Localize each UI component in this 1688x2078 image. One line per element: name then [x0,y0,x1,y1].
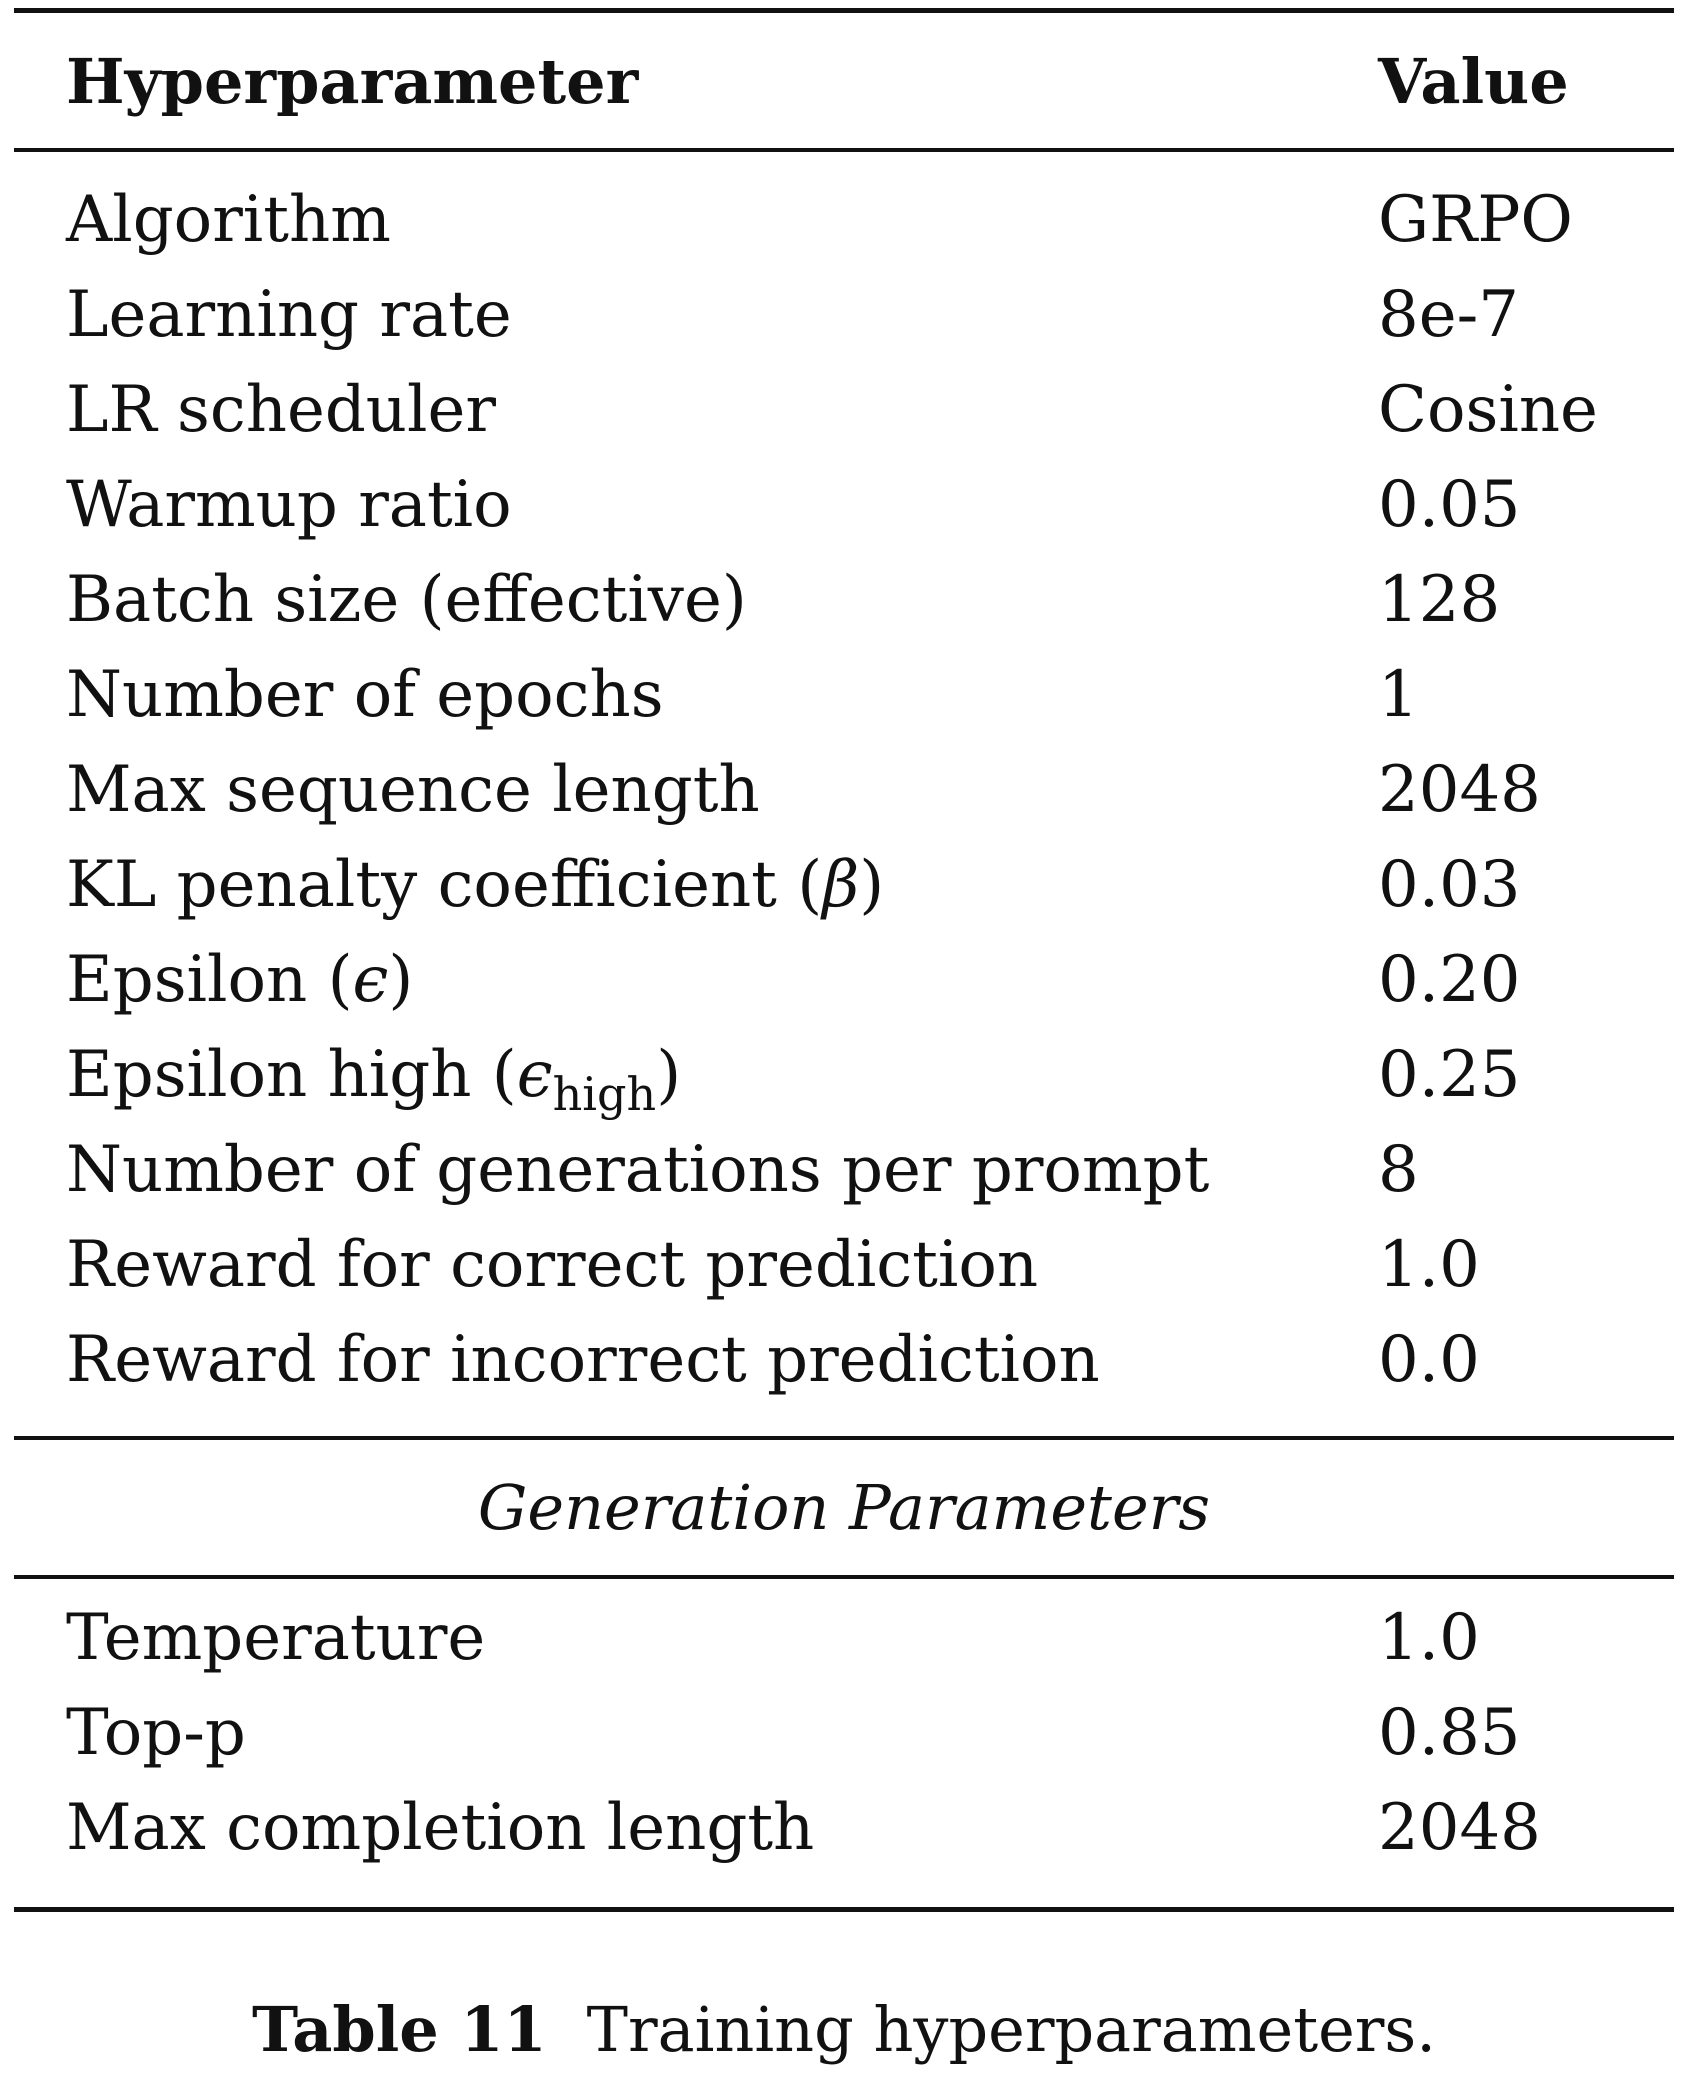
row-param: Max completion length [66,1791,815,1865]
epsilon-symbol: ϵ [352,943,389,1017]
param-suffix: ) [859,848,885,922]
param-suffix: ) [388,943,414,1017]
table-row [14,1685,1674,1781]
table-row [14,457,1674,553]
param-suffix: ) [656,1038,682,1112]
row-param: Number of epochs [66,658,664,732]
table-caption [0,1990,1688,2070]
row-param: Algorithm [66,183,391,257]
table-row [14,1780,1674,1876]
row-param [66,837,884,933]
caption-label: Table 11 [252,1993,547,2066]
row-value: 0.85 [1378,1696,1521,1770]
table-row [14,837,1674,933]
table-top-rule [14,8,1674,13]
section-top-rule [14,1436,1674,1440]
row-value: 8e-7 [1378,278,1519,352]
param-prefix: Epsilon ( [66,943,353,1017]
row-param: Max sequence length [66,753,760,827]
header-value: Value [1378,45,1569,118]
beta-symbol: β [822,848,860,922]
row-param: Temperature [66,1601,486,1675]
row-value: 1.0 [1378,1601,1480,1675]
header-param: Hyperparameter [66,45,639,118]
row-value: 8 [1378,1133,1419,1207]
row-param: Number of generations per prompt [66,1133,1210,1207]
row-value: 0.03 [1378,848,1521,922]
row-value: 1.0 [1378,1228,1480,1302]
section-bottom-rule [14,1575,1674,1579]
row-value: 2048 [1378,753,1541,827]
param-prefix: Epsilon high ( [66,1038,517,1112]
table-row [14,1312,1674,1408]
table-row [14,742,1674,838]
epsilon-subscript: high [552,1066,657,1121]
row-value: 1 [1378,658,1419,732]
table-row [14,362,1674,458]
caption-text: Training hyperparameters. [586,1993,1436,2066]
table-row [14,932,1674,1028]
table-row [14,267,1674,363]
row-value: 2048 [1378,1791,1541,1865]
row-param: Learning rate [66,278,512,352]
table-row [14,1122,1674,1218]
row-value: 0.25 [1378,1038,1521,1112]
row-param: Warmup ratio [66,468,512,542]
row-param: Top-p [66,1696,246,1770]
row-param: Reward for correct prediction [66,1228,1039,1302]
row-value: 0.20 [1378,943,1521,1017]
table-header-row [14,34,1674,130]
param-prefix: KL penalty coefficient ( [66,848,823,922]
table-row [14,1217,1674,1313]
row-param [66,1027,681,1123]
row-param [66,932,413,1028]
section-label: Generation Parameters [477,1471,1211,1544]
row-value: 0.0 [1378,1323,1480,1397]
table-header-rule [14,148,1674,152]
row-value: GRPO [1378,183,1573,257]
table-row [14,1027,1674,1123]
row-param: LR scheduler [66,373,496,447]
table-row [14,1590,1674,1686]
epsilon-symbol: ϵ [516,1038,553,1112]
table-row [14,552,1674,648]
table-row [14,172,1674,268]
row-param: Reward for incorrect prediction [66,1323,1100,1397]
row-value: Cosine [1378,373,1598,447]
table-row [14,647,1674,743]
row-param: Batch size (effective) [66,563,747,637]
row-value: 128 [1378,563,1501,637]
table-bottom-rule [14,1907,1674,1912]
row-value: 0.05 [1378,468,1521,542]
